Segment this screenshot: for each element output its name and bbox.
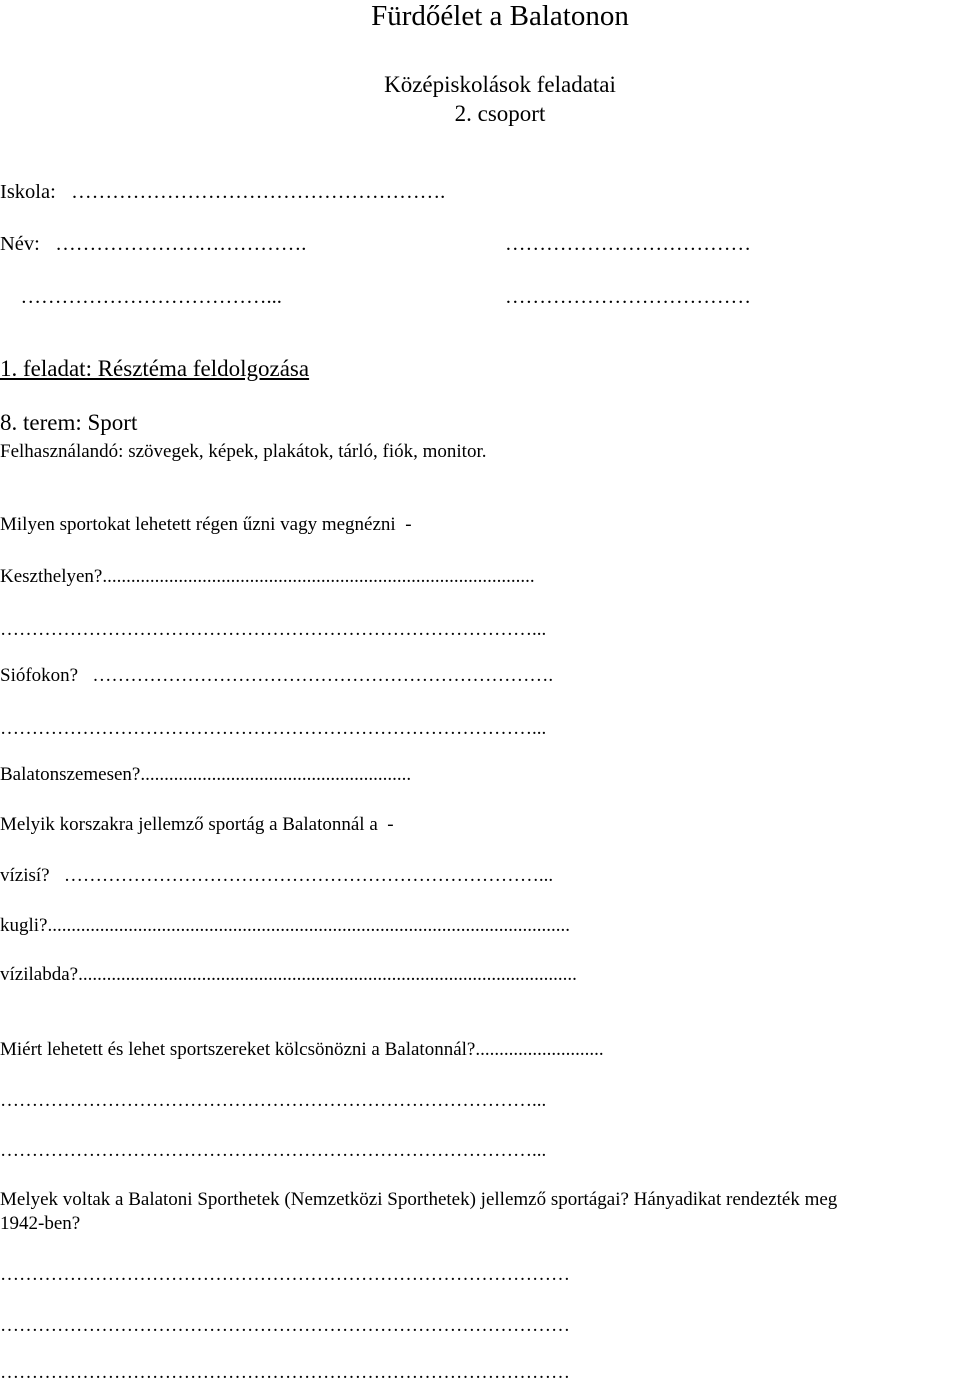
answer-keszthely-cont[interactable]: …………………………………………………………………………... bbox=[0, 619, 547, 640]
answer-q4-2[interactable]: ……………………………………………………………………………… bbox=[0, 1315, 570, 1336]
page-subtitle: Középiskolások feladatai bbox=[384, 72, 616, 97]
name-field-left[interactable]: Név: ………………………………. bbox=[0, 233, 307, 255]
page-title: Fürdőélet a Balatonon bbox=[371, 0, 629, 32]
question-2: Melyik korszakra jellemző sportág a Balatonnál a - bbox=[0, 814, 394, 835]
answer-vizilabda[interactable]: vízilabda?......................................................................................................... bbox=[0, 964, 577, 985]
question-4-line-2: 1942-ben? bbox=[0, 1213, 81, 1234]
answer-siofok[interactable]: Siófokon? ………………………………………………………………. bbox=[0, 665, 554, 686]
answer-balatonszemes[interactable]: Balatonszemesen?......................................................... bbox=[0, 764, 412, 785]
room-label: 8. terem: Sport bbox=[0, 410, 138, 435]
group-label: 2. csoport bbox=[454, 101, 546, 126]
school-field[interactable]: Iskola: ………………………………………………. bbox=[0, 181, 446, 203]
question-4-line-1: Melyek voltak a Balatoni Sporthetek (Nemzetközi Sporthetek) jellemző sportágai? Hányadikat rendezték meg bbox=[0, 1189, 838, 1210]
answer-siofok-cont[interactable]: …………………………………………………………………………... bbox=[0, 718, 547, 739]
answer-q3-cont-1[interactable]: …………………………………………………………………………... bbox=[0, 1090, 547, 1111]
materials-text: Felhasználandó: szövegek, képek, plakátok, tárló, fiók, monitor. bbox=[0, 441, 487, 462]
question-3: Miért lehetett és lehet sportszereket kölcsönözni a Balatonnál?........................... bbox=[0, 1039, 604, 1060]
answer-q3-cont-2[interactable]: …………………………………………………………………………... bbox=[0, 1140, 547, 1161]
name-field-right[interactable]: ……………………………… bbox=[505, 233, 751, 255]
task-heading: 1. feladat: Résztéma feldolgozása bbox=[0, 356, 310, 381]
question-1: Milyen sportokat lehetett régen űzni vagy megnézni - bbox=[0, 514, 412, 535]
answer-q4-3[interactable]: ……………………………………………………………………………… bbox=[0, 1362, 570, 1383]
answer-kugli[interactable]: kugli?.............................................................................................................. bbox=[0, 915, 570, 936]
name-field-left-2[interactable]: ………………………………... bbox=[0, 286, 282, 308]
answer-keszthely[interactable]: Keszthelyen?........................................................................................... bbox=[0, 566, 535, 587]
answer-q4-1[interactable]: ……………………………………………………………………………… bbox=[0, 1264, 570, 1285]
answer-vizisi[interactable]: vízisí? …………………………………………………………………... bbox=[0, 865, 554, 886]
name-field-right-2[interactable]: ……………………………… bbox=[505, 286, 751, 308]
